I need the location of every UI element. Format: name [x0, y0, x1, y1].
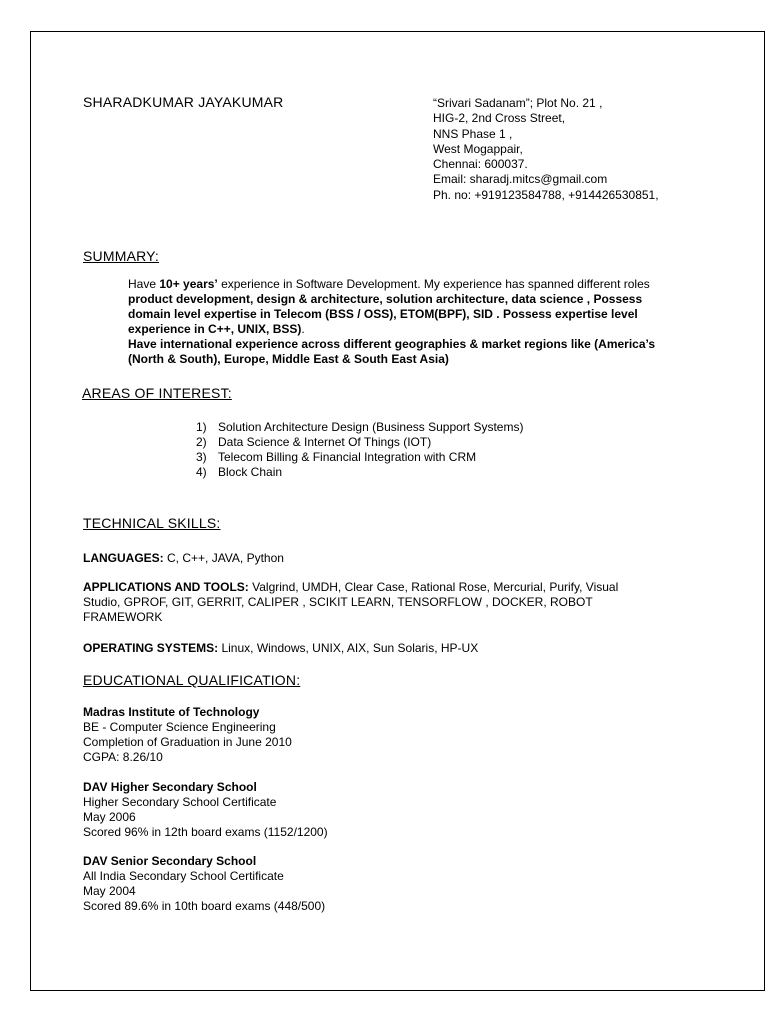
tools-label: APPLICATIONS AND TOOLS: — [83, 580, 249, 594]
education-entry — [83, 780, 328, 840]
languages-skill — [83, 551, 653, 566]
address-line: “Srivari Sadanam”; Plot No. 21 , — [433, 96, 603, 110]
languages-value: C, C++, JAVA, Python — [163, 551, 284, 565]
education-line: BE - Computer Science Engineering — [83, 720, 276, 734]
summary-part: . — [301, 322, 305, 336]
tools-skill — [83, 580, 653, 625]
education-line: CGPA: 8.26/10 — [83, 750, 163, 764]
education-line: Scored 89.6% in 10th board exams (448/500) — [83, 899, 326, 913]
list-item: 3) Telecom Billing & Financial Integration with CRM — [196, 450, 477, 464]
list-item: 1) Solution Architecture Design (Business Support Systems) — [196, 420, 524, 434]
summary-expertise: product development, design & architecture, solution architecture, data science , Possess domain level expertise in Telecom (BSS / OSS), ETOM(BPF), SID . Possess expertise level experience in C++, UNIX, BSS) — [128, 292, 643, 336]
education-entry — [83, 705, 292, 765]
school-name: Madras Institute of Technology — [83, 705, 260, 719]
education-line: Scored 96% in 12th board exams (1152/1200) — [83, 825, 328, 839]
email-line: Email: sharadj.mitcs@gmail.com — [433, 172, 608, 187]
education-line: All India Secondary School Certificate — [83, 869, 284, 883]
contact-address — [433, 96, 659, 203]
school-name: DAV Senior Secondary School — [83, 854, 257, 868]
summary-part: experience in Software Development. My experience has spanned different roles — [217, 277, 650, 291]
candidate-name: SHARADKUMAR JAYAKUMAR — [83, 94, 284, 110]
education-line: May 2006 — [83, 810, 136, 824]
list-item: 2) Data Science & Internet Of Things (IOT) — [196, 435, 432, 449]
education-heading: EDUCATIONAL QUALIFICATION: — [83, 672, 301, 688]
summary-text — [128, 277, 688, 367]
address-line: HIG-2, 2nd Cross Street, — [433, 111, 566, 126]
address-line: Chennai: 600037. — [433, 157, 528, 172]
education-line: Completion of Graduation in June 2010 — [83, 735, 292, 749]
school-name: DAV Higher Secondary School — [83, 780, 257, 794]
tools-value: Valgrind, UMDH, Clear Case, Rational Rose, Mercurial, Purify, Visual Studio, GPROF, GIT, GERRIT, CALIPER , SCIKIT LEARN, TENSORFLOW , DOCKER, ROBOT FRAMEWORK — [83, 580, 619, 624]
education-line: May 2004 — [83, 884, 136, 898]
address-line: NNS Phase 1 , — [433, 126, 513, 141]
summary-international: Have international experience across different geographies & market regions like (America’s (North & South), Europe, Middle East & South East Asia) — [128, 337, 656, 366]
os-skill — [83, 641, 653, 656]
summary-years: 10+ years’ — [159, 277, 218, 291]
education-entry — [83, 854, 325, 914]
phone-line: Ph. no: +919123584788, +914426530851, — [433, 187, 659, 202]
languages-label: LANGUAGES: — [83, 551, 164, 565]
summary-part: Have — [128, 277, 160, 291]
resume-page — [30, 31, 765, 991]
summary-heading: SUMMARY: — [83, 248, 160, 264]
address-line: West Mogappair, — [433, 141, 523, 156]
education-line: Higher Secondary School Certificate — [83, 795, 277, 809]
list-item: 4) Block Chain — [196, 465, 283, 479]
areas-of-interest-heading: AREAS OF INTEREST: — [82, 385, 232, 401]
os-label: OPERATING SYSTEMS: — [83, 641, 219, 655]
technical-skills-heading: TECHNICAL SKILLS: — [83, 515, 221, 531]
os-value: Linux, Windows, UNIX, AIX, Sun Solaris, HP-UX — [218, 641, 479, 655]
areas-of-interest-list — [196, 420, 523, 480]
